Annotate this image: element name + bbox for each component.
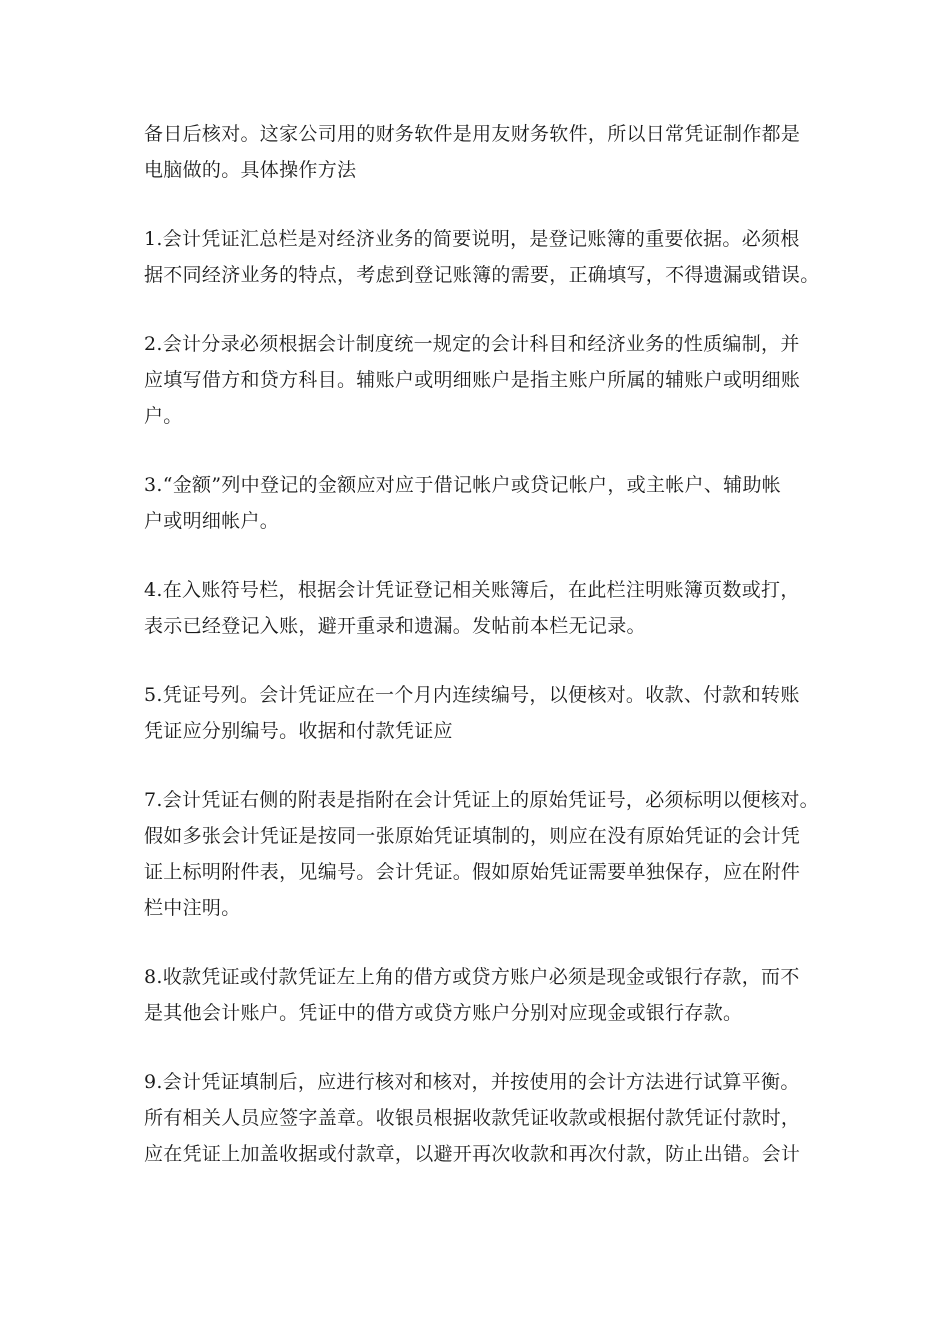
text-line: 4.在入账符号栏，根据会计凭证登记相关账簿后，在此栏注明账簿页数或打， (144, 579, 800, 601)
text-line: 户或明细帐户。 (144, 510, 280, 532)
text-line: 3.“金额”列中登记的金额应对应于借记帐户或贷记帐户，或主帐户、辅助帐 (144, 474, 782, 496)
text-line: 证上标明附件表，见编号。会计凭证。假如原始凭证需要单独保存，应在附件 (144, 861, 801, 883)
paragraph-intro (144, 116, 816, 188)
text-line: 据不同经济业务的特点，考虑到登记账簿的需要，正确填写，不得遗漏或错误。 (144, 264, 820, 286)
paragraph-item-2 (144, 326, 816, 434)
document-body (144, 116, 820, 1205)
text-line: 8.收款凭证或付款凭证左上角的借方或贷方账户必须是现金或银行存款，而不 (144, 966, 800, 988)
text-line: 栏中注明。 (144, 897, 241, 919)
paragraph-item-8 (144, 959, 816, 1031)
text-line: 9.会计凭证填制后，应进行核对和核对，并按使用的会计方法进行试算平衡。 (144, 1071, 800, 1093)
text-line: 假如多张会计凭证是按同一张原始凭证填制的，则应在没有原始凭证的会计凭 (144, 825, 801, 847)
text-line: 是其他会计账户。凭证中的借方或贷方账户分别对应现金或银行存款。 (144, 1002, 743, 1024)
text-line: 备日后核对。这家公司用的财务软件是用友财务软件，所以日常凭证制作都是 (144, 123, 801, 145)
text-line: 7.会计凭证右侧的附表是指附在会计凭证上的原始凭证号，必须标明以便核对。 (144, 789, 819, 811)
paragraph-item-9 (144, 1064, 816, 1172)
paragraph-item-5 (144, 677, 816, 749)
paragraph-item-4 (144, 572, 816, 644)
text-line: 所有相关人员应签字盖章。收银员根据收款凭证收款或根据付款凭证付款时， (144, 1107, 801, 1129)
paragraph-item-7 (144, 782, 819, 926)
paragraph-item-1 (144, 221, 820, 293)
text-line: 5.凭证号列。会计凭证应在一个月内连续编号，以便核对。收款、付款和转账 (144, 684, 800, 706)
text-line: 应填写借方和贷方科目。辅账户或明细账户是指主账户所属的辅账户或明细账 (144, 369, 801, 391)
text-line: 电脑做的。具体操作方法 (144, 159, 357, 181)
text-line: 凭证应分别编号。收据和付款凭证应 (144, 720, 453, 742)
text-line: 应在凭证上加盖收据或付款章，以避开再次收款和再次付款，防止出错。会计 (144, 1143, 801, 1165)
paragraph-item-3 (144, 467, 816, 539)
text-line: 1.会计凭证汇总栏是对经济业务的简要说明，是登记账簿的重要依据。必须根 (144, 228, 800, 250)
text-line: 表示已经登记入账，避开重录和遗漏。发帖前本栏无记录。 (144, 615, 646, 637)
text-line: 2.会计分录必须根据会计制度统一规定的会计科目和经济业务的性质编制，并 (144, 333, 800, 355)
text-line: 户。 (144, 405, 183, 427)
